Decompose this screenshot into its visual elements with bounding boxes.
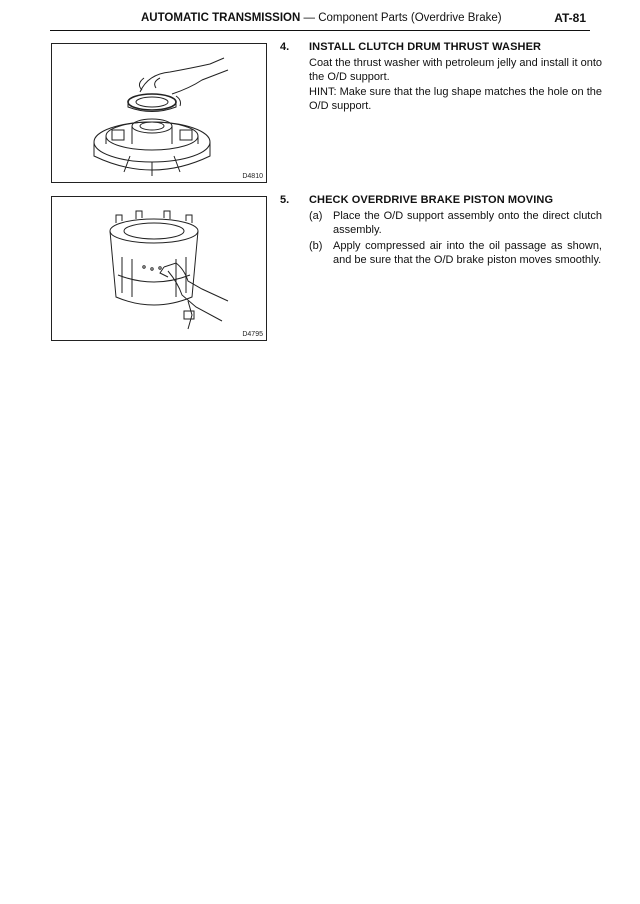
page-header: [50, 10, 590, 31]
substep-text: Place the O/D support assembly onto the direct clutch assembly.: [333, 210, 602, 236]
figure-brake-piston: [51, 196, 267, 341]
step-heading: INSTALL CLUTCH DRUM THRUST WASHER: [309, 41, 542, 53]
section-subtitle: — Component Parts (Overdrive Brake): [303, 12, 502, 24]
step-number: 4.: [280, 41, 290, 53]
step-heading: CHECK OVERDRIVE BRAKE PISTON MOVING: [309, 194, 554, 206]
figure-code: D4795: [242, 331, 263, 338]
step-number: 5.: [280, 194, 290, 206]
figure-code: D4810: [242, 173, 263, 180]
step-4: [280, 41, 600, 121]
substep-a: [309, 210, 602, 238]
thrust-washer-illustration: [52, 44, 266, 182]
figure-thrust-washer: [51, 43, 267, 183]
substep-label: (a): [309, 210, 323, 222]
step-hint: HINT: Make sure that the lug shape matches the hole on the O/D support.: [309, 86, 602, 112]
header-title: [141, 12, 502, 24]
step-body: Coat the thrust washer with petroleum jelly and install it onto the O/D support.: [309, 57, 602, 83]
section-title: AUTOMATIC TRANSMISSION: [141, 12, 301, 24]
substep-label: (b): [309, 240, 323, 252]
page-number: AT-81: [554, 11, 586, 25]
substep-b: [309, 240, 602, 282]
brake-piston-illustration: [52, 197, 266, 340]
step-5: [280, 194, 600, 294]
substep-text: Apply compressed air into the oil passage as shown, and be sure that the O/D brake piston moves smoothly.: [333, 240, 602, 266]
